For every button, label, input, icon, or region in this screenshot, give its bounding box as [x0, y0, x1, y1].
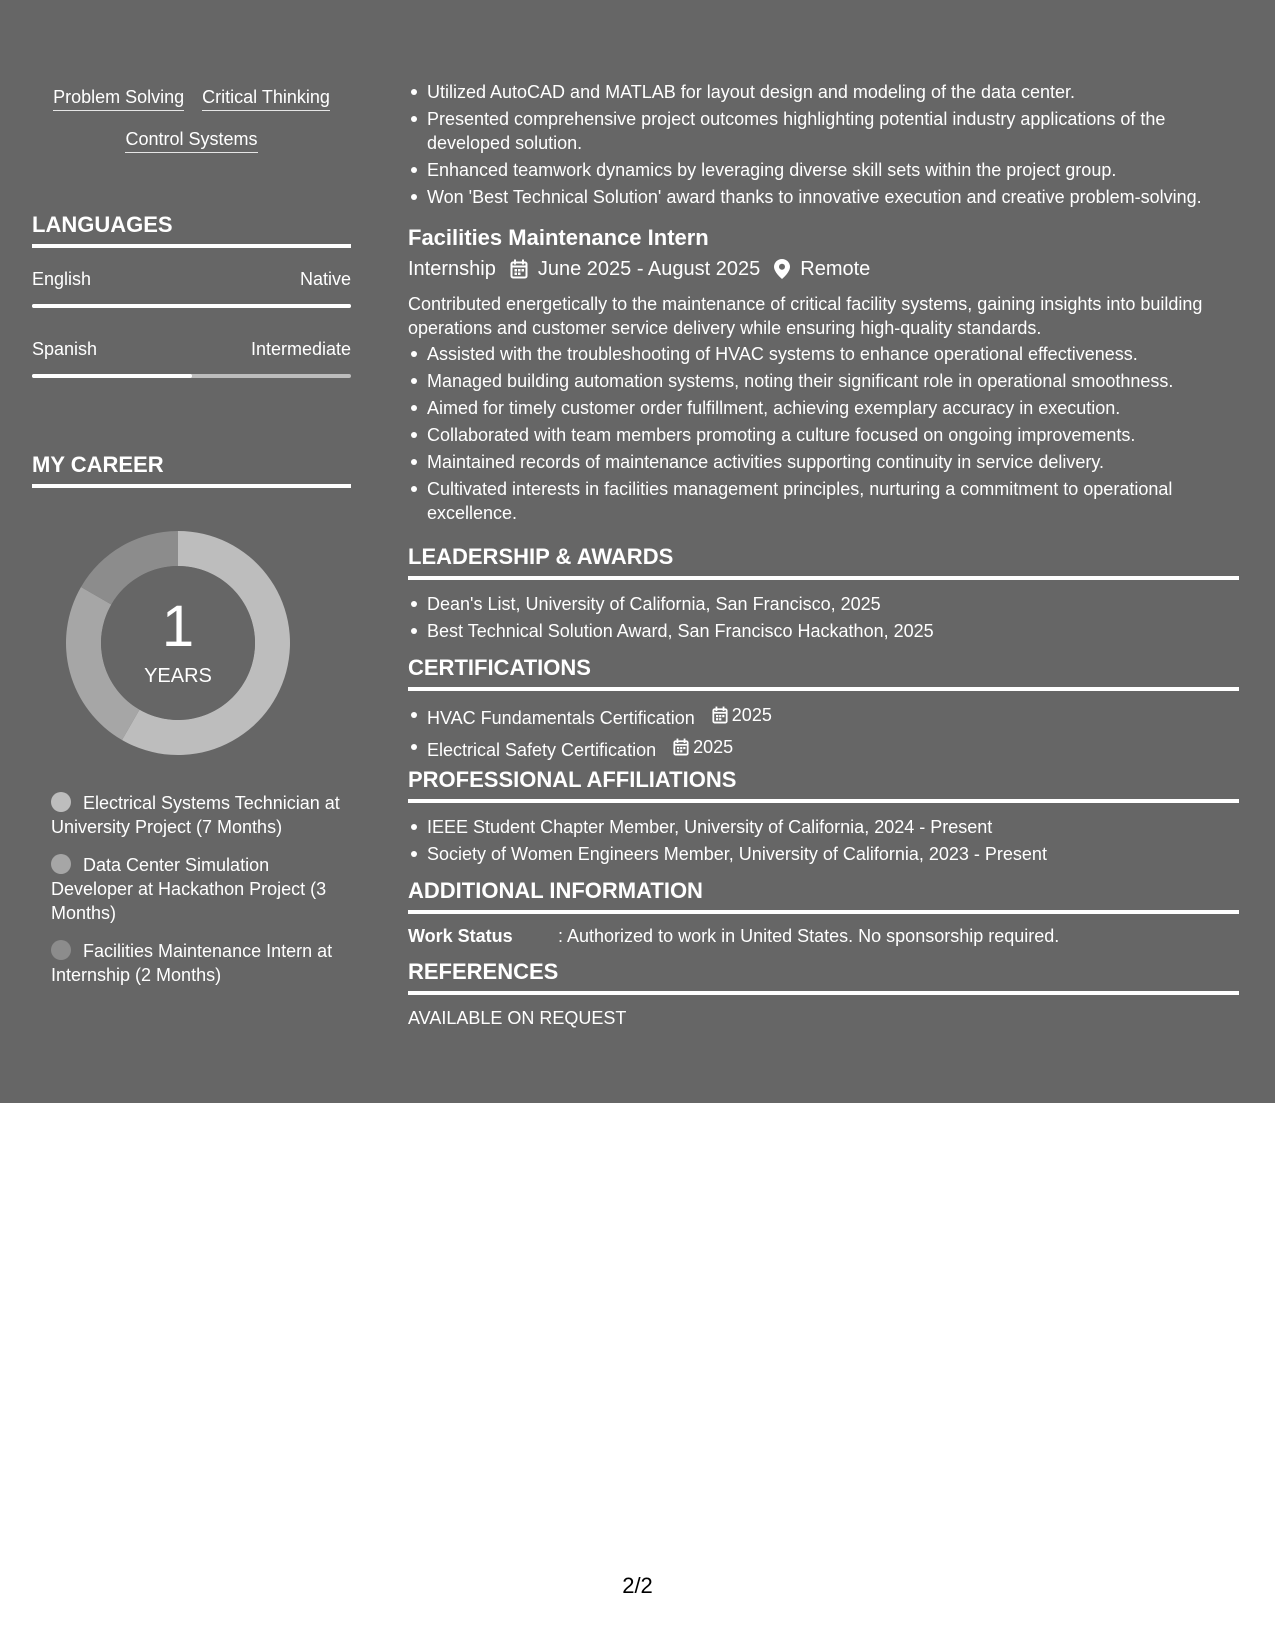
project-bullets: [408, 80, 1239, 212]
skills-row: [32, 128, 351, 153]
certification-name: HVAC Fundamentals Certification: [427, 708, 695, 728]
certification-item: [427, 735, 1239, 762]
career-legend-item: [51, 791, 351, 839]
career-legend-label: Electrical Systems Technician at University Project (7 Months): [51, 793, 340, 837]
job-bullet: Cultivated interests in facilities management principles, nurturing a commitment to operational excellence.: [427, 477, 1247, 525]
section-divider: [32, 244, 351, 248]
affiliation-item: Society of Women Engineers Member, University of California, 2023 - Present: [427, 842, 1239, 866]
calendar-icon: [673, 738, 689, 756]
skill-tag: Problem Solving: [53, 86, 184, 111]
affiliations-section: [408, 767, 1239, 869]
skill-tag: Control Systems: [125, 128, 257, 153]
project-bullet: Presented comprehensive project outcomes highlighting potential industry applications of the developed solution.: [427, 107, 1239, 155]
job-company: Internship: [408, 258, 496, 280]
career-legend: [51, 791, 351, 1001]
certification-year: 2025: [731, 705, 772, 725]
job-bullet: Aimed for timely customer order fulfillment, achieving exemplary accuracy in execution.: [427, 396, 1247, 420]
section-divider: [32, 484, 351, 488]
language-proficiency-fill: [32, 304, 351, 308]
affiliations-heading: PROFESSIONAL AFFILIATIONS: [408, 767, 737, 792]
leadership-heading: LEADERSHIP & AWARDS: [408, 544, 674, 569]
career-donut-chart: [66, 531, 290, 755]
career-legend-item: [51, 853, 351, 925]
affiliation-item: IEEE Student Chapter Member, University of California, 2024 - Present: [427, 815, 1239, 839]
skills-list: [32, 86, 351, 170]
additional-info-section: [408, 878, 1239, 948]
certification-item: [427, 703, 1239, 730]
skill-tag: Critical Thinking: [202, 86, 330, 111]
references-text: AVAILABLE ON REQUEST: [408, 1008, 627, 1028]
references-heading: REFERENCES: [408, 959, 559, 984]
language-proficiency-bar: [32, 374, 351, 378]
language-level: Intermediate: [250, 339, 351, 359]
section-divider: [408, 910, 1239, 914]
job-bullet: Managed building automation systems, noting their significant role in operational smoothness.: [427, 369, 1247, 393]
work-status-label: Work Status: [408, 926, 513, 946]
project-bullet: Enhanced teamwork dynamics by leveraging diverse skill sets within the project group.: [427, 158, 1239, 182]
language-level: Native: [299, 269, 351, 289]
section-divider: [408, 687, 1239, 691]
leadership-item: Best Technical Solution Award, San Francisco Hackathon, 2025: [427, 619, 1239, 643]
leadership-item: Dean's List, University of California, San Francisco, 2025: [427, 592, 1239, 616]
leadership-list: [408, 592, 1239, 643]
job-dates: June 2025 - August 2025: [537, 258, 761, 280]
legend-dot-icon: [51, 854, 71, 874]
leadership-section: [408, 544, 1239, 646]
location-pin-icon: [774, 259, 790, 279]
languages-heading: LANGUAGES: [32, 212, 173, 237]
language-name: Spanish: [32, 339, 98, 359]
job-bullet: Assisted with the troubleshooting of HVAC systems to enhance operational effectiveness.: [427, 342, 1247, 366]
additional-info-heading: ADDITIONAL INFORMATION: [408, 878, 703, 903]
job-bullet: Collaborated with team members promoting a culture focused on ongoing improvements.: [427, 423, 1247, 447]
affiliations-list: [408, 815, 1239, 866]
career-legend-label: Facilities Maintenance Intern at Internship (2 Months): [51, 941, 333, 985]
calendar-icon: [510, 259, 528, 279]
career-legend-label: Data Center Simulation Developer at Hackathon Project (3 Months): [51, 855, 327, 923]
language-item: [32, 338, 351, 378]
page-number: 2/2: [622, 1573, 653, 1598]
legend-dot-icon: [51, 792, 71, 812]
job-location: Remote: [800, 258, 871, 280]
legend-dot-icon: [51, 940, 71, 960]
career-total-label: YEARS: [144, 665, 212, 687]
certifications-section: [408, 655, 1239, 765]
section-divider: [408, 576, 1239, 580]
job-meta: [408, 257, 870, 281]
work-status-row: [408, 924, 1239, 948]
career-section: [32, 452, 351, 488]
job-title: Facilities Maintenance Intern: [408, 225, 709, 250]
references-section: [408, 959, 1239, 1029]
project-bullet: Utilized AutoCAD and MATLAB for layout design and modeling of the data center.: [427, 80, 1239, 104]
certifications-list: [408, 703, 1239, 762]
languages-section: [32, 212, 351, 248]
section-divider: [408, 799, 1239, 803]
certification-name: Electrical Safety Certification: [427, 740, 657, 760]
section-divider: [408, 991, 1239, 995]
career-legend-item: [51, 939, 351, 987]
job-bullet: Maintained records of maintenance activities supporting continuity in service delivery.: [427, 450, 1247, 474]
work-status-value: : Authorized to work in United States. No sponsorship required.: [558, 926, 1060, 946]
career-heading: MY CAREER: [32, 452, 164, 477]
certification-year: 2025: [693, 737, 734, 757]
career-total-years: 1: [161, 594, 195, 659]
calendar-icon: [712, 706, 728, 724]
certifications-heading: CERTIFICATIONS: [408, 655, 591, 680]
language-proficiency-bar: [32, 304, 351, 308]
job-bullets: [408, 342, 1247, 528]
language-proficiency-fill: [32, 374, 192, 378]
language-name: English: [32, 269, 92, 289]
job-description: Contributed energetically to the maintenance of critical facility systems, gaining insights into building operations and customer service delivery while ensuring high-quality standards.: [408, 294, 1203, 338]
skills-row: [32, 86, 351, 111]
language-item: [32, 268, 351, 308]
project-bullet: Won 'Best Technical Solution' award thanks to innovative execution and creative problem-solving.: [427, 185, 1239, 209]
